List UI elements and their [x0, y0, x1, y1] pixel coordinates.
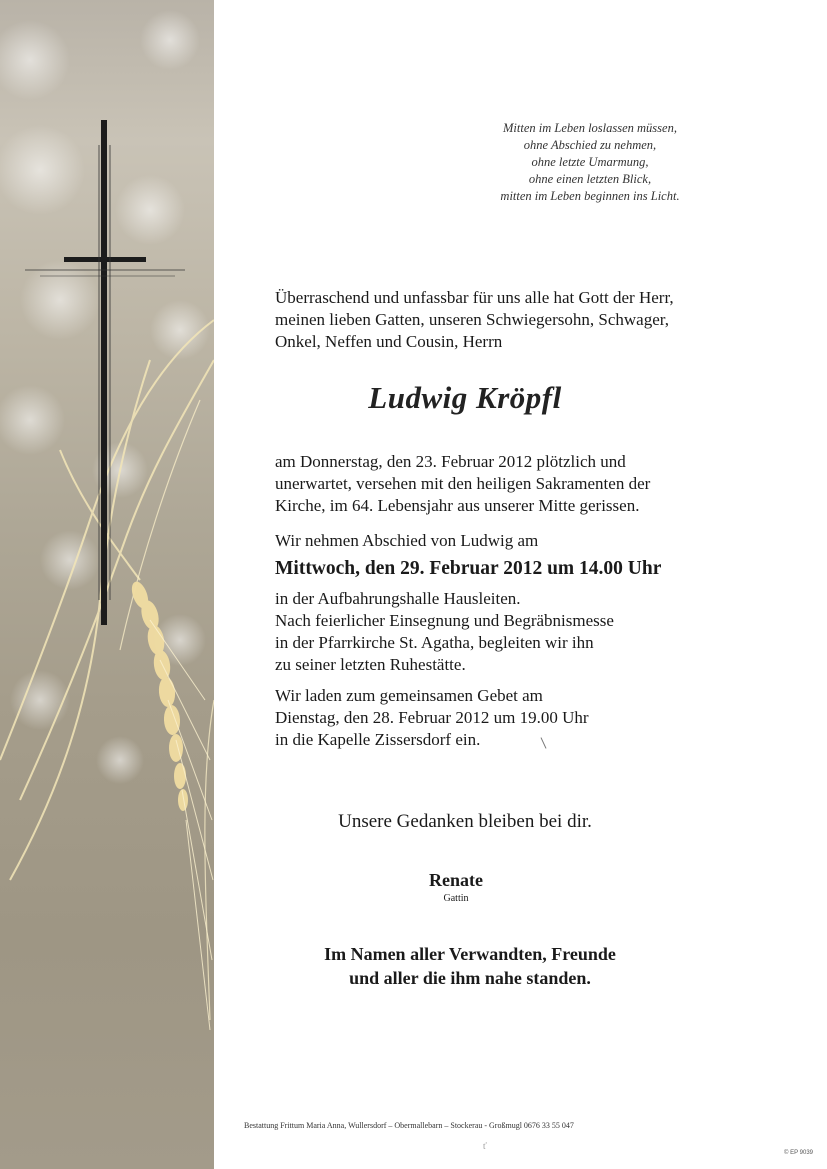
quote-line: ohne letzte Umarmung, — [531, 155, 649, 169]
closing-line: Im Namen aller Verwandten, Freunde — [324, 944, 616, 964]
closing-line: und aller die ihm nahe standen. — [349, 968, 591, 988]
signer-role: Gattin — [443, 893, 469, 904]
prayer-invitation — [275, 685, 795, 751]
prayer-line: in die Kapelle Zissersdorf ein. — [275, 730, 481, 749]
funeral-details-line: Nach feierlicher Einsegnung und Begräbnismesse — [275, 611, 614, 630]
funeral-details — [275, 588, 795, 676]
intro-line: Überraschend und unfassbar für uns alle hat Gott der Herr, — [275, 288, 674, 307]
funeral-home-footer: Bestattung Frittum Maria Anna, Wullersdorf – Obermallebarn – Stockerau - Großmugl 0676 33 55 047 — [244, 1121, 574, 1130]
quote-line: mitten im Leben beginnen ins Licht. — [500, 189, 680, 203]
farewell-intro: Wir nehmen Abschied von Ludwig am — [275, 531, 539, 550]
closing-text — [240, 942, 700, 990]
funeral-date: Mittwoch, den 29. Februar 2012 um 14.00 Uhr — [275, 558, 662, 579]
bottom-mark: ť — [483, 1141, 487, 1151]
intro-line: meinen lieben Gatten, unseren Schwiegersohn, Schwager, — [275, 310, 669, 329]
signer-name: Renate — [429, 870, 483, 890]
funeral-details-line: in der Pfarrkirche St. Agatha, begleiten wir ihn — [275, 633, 594, 652]
death-notice-line: unerwartet, versehen mit den heiligen Sakramenten der — [275, 474, 651, 493]
wheat-ear-image — [0, 0, 214, 1169]
funeral-details-line: zu seiner letzten Ruhestätte. — [275, 655, 466, 674]
quote-line: ohne einen letzten Blick, — [528, 172, 652, 186]
death-notice — [275, 451, 795, 517]
intro-text — [275, 287, 795, 353]
form-code: © EP 9039 — [784, 1150, 813, 1156]
prayer-line: Wir laden zum gemeinsamen Gebet am — [275, 686, 543, 705]
prayer-line: Dienstag, den 28. Februar 2012 um 19.00 Uhr — [275, 708, 589, 727]
quote-line: ohne Abschied zu nehmen, — [523, 138, 657, 152]
death-notice-line: am Donnerstag, den 23. Februar 2012 plötzlich und — [275, 452, 626, 471]
deceased-name: Ludwig Kröpfl — [368, 380, 562, 415]
funeral-details-line: in der Aufbahrungshalle Hausleiten. — [275, 589, 521, 608]
intro-line: Onkel, Neffen und Cousin, Herrn — [275, 332, 503, 351]
quote-line: Mitten im Leben loslassen müssen, — [503, 121, 677, 135]
side-photo-panel — [0, 0, 214, 1169]
thoughts-line: Unsere Gedanken bleiben bei dir. — [338, 811, 592, 832]
memorial-quote — [440, 120, 740, 205]
death-notice-line: Kirche, im 64. Lebensjahr aus unserer Mitte gerissen. — [275, 496, 640, 515]
